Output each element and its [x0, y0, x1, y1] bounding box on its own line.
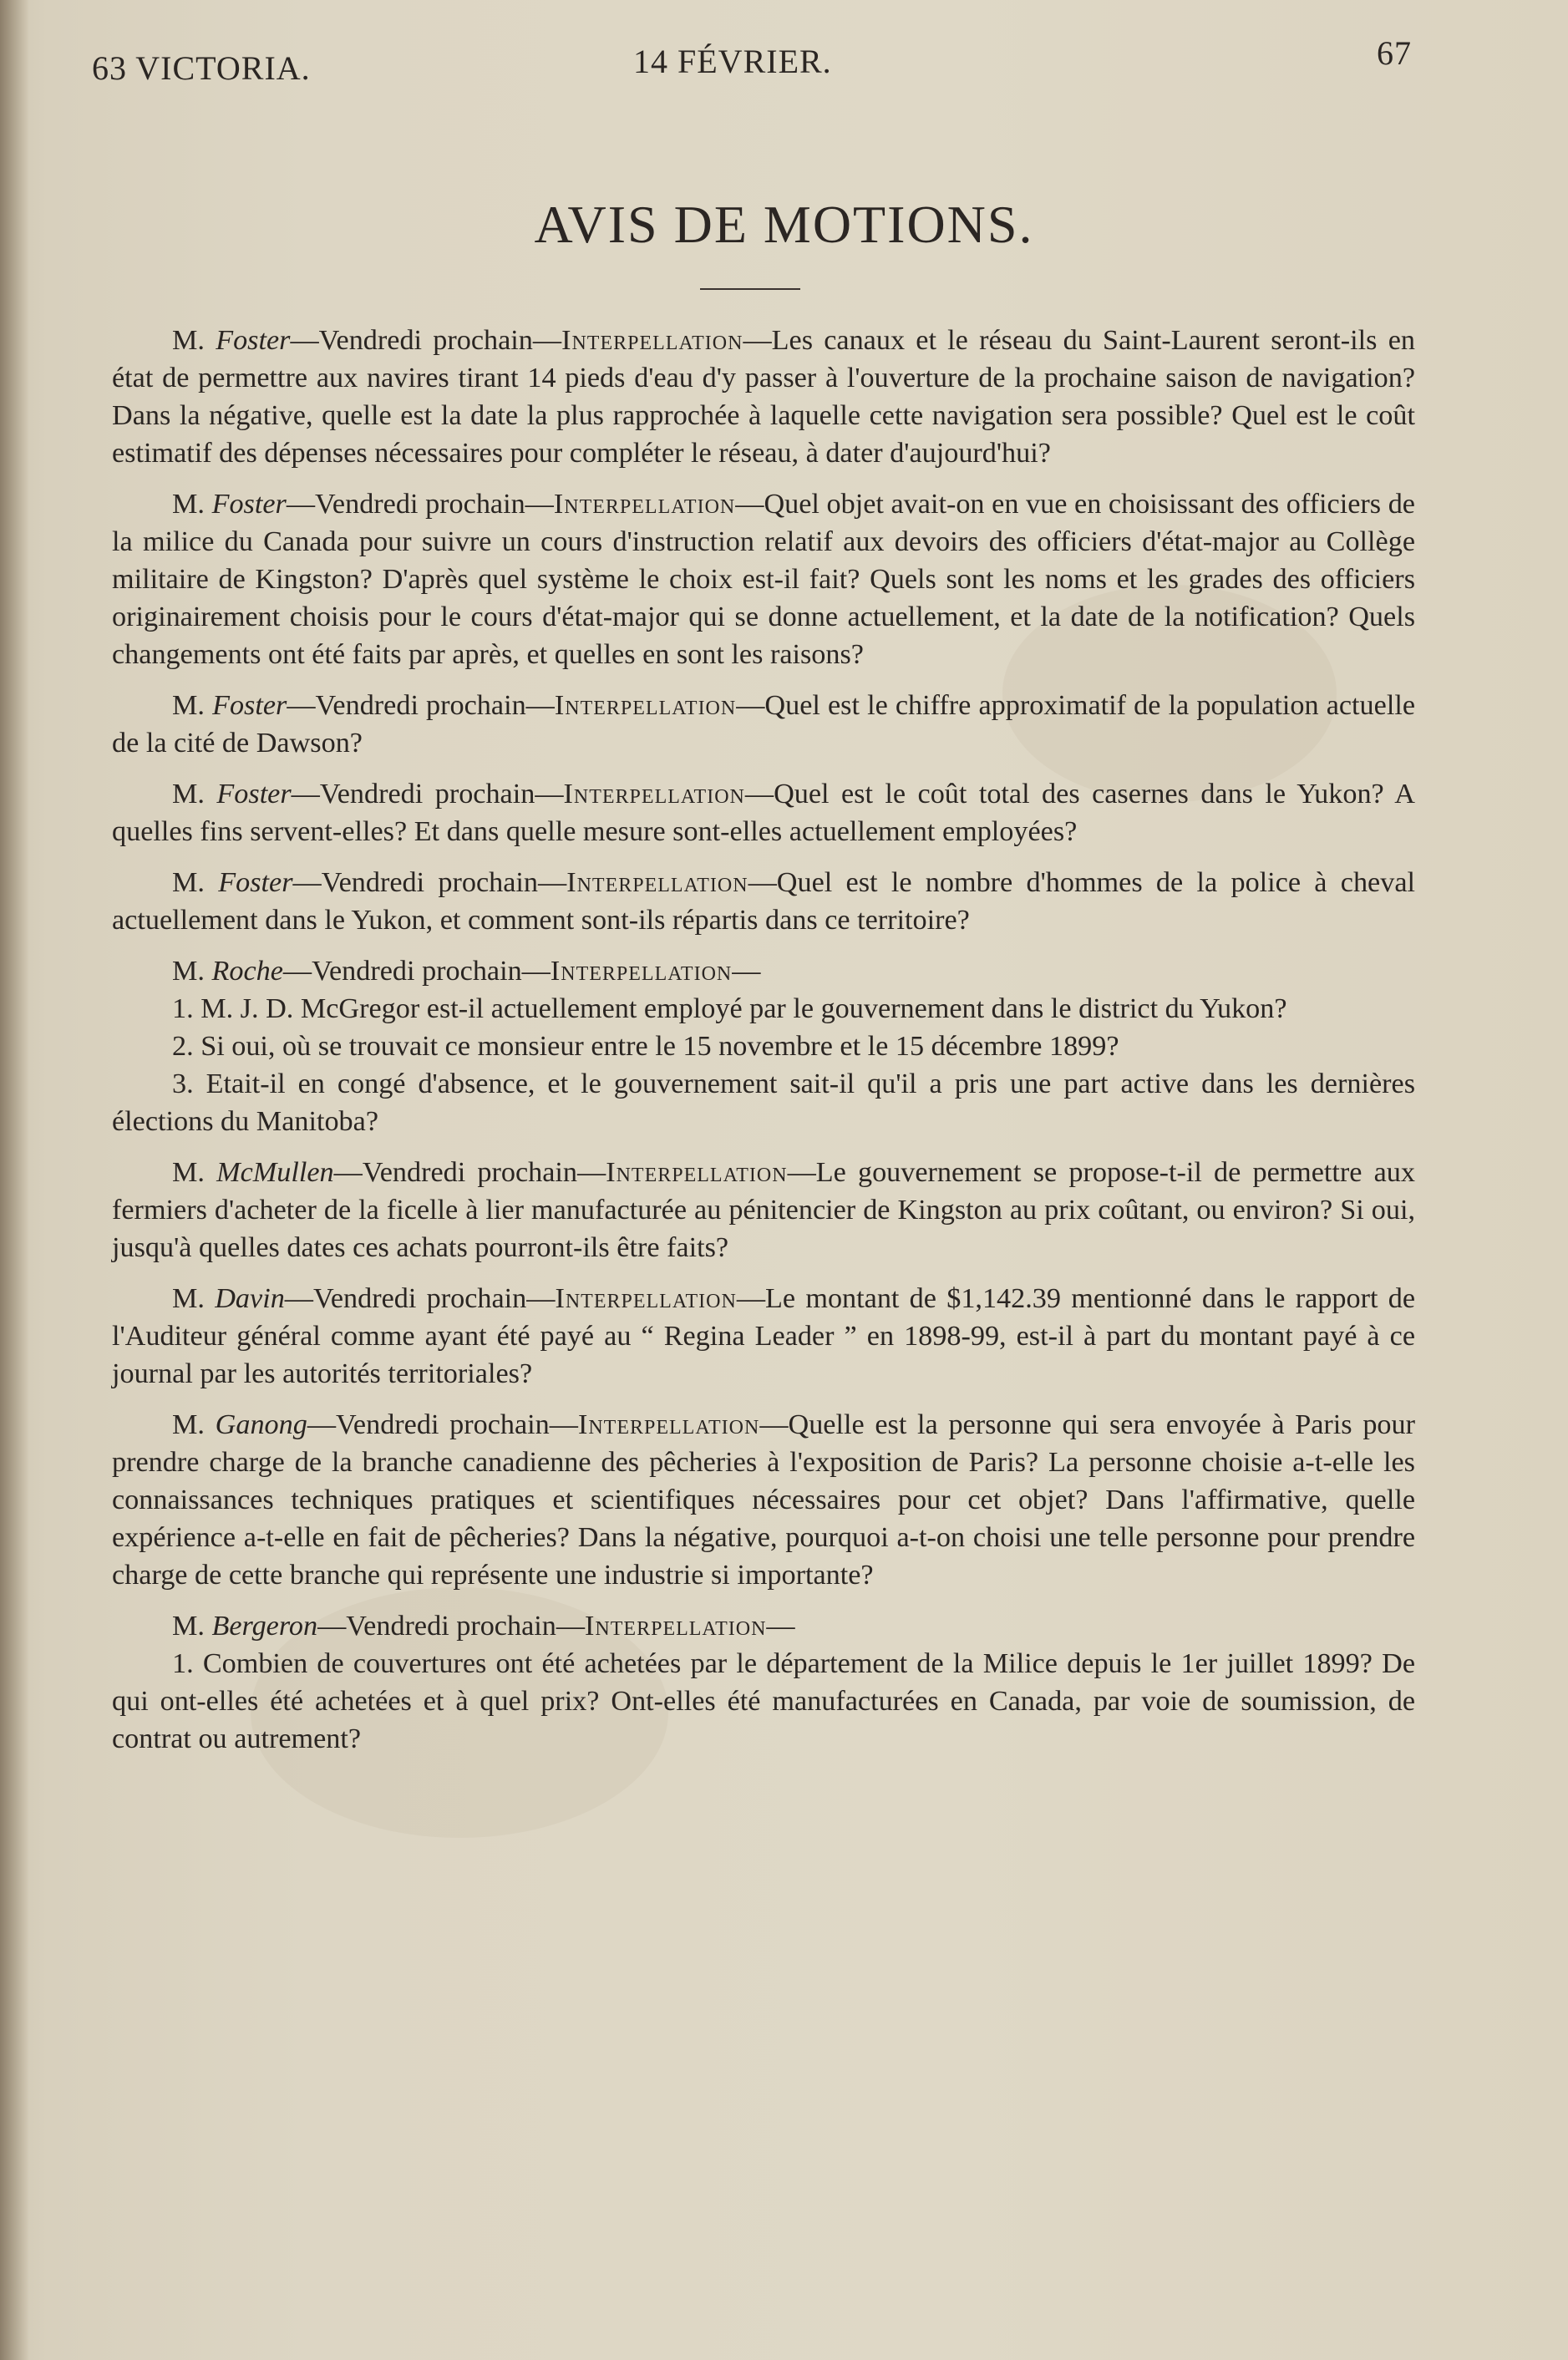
member-name: Roche: [211, 956, 283, 987]
member-name: Foster: [218, 867, 293, 898]
member-name: McMullen: [216, 1157, 334, 1188]
motion-paragraph: M. Foster—Vendredi prochain—Interpellation—Quel objet avait-on en vue en choisissant des officiers de la milice du Canada pour suivre un cours d'instruction relatif aux devoirs des officiers d'état-major au Collège militaire de Kingston? D'après quel système le choix est-il fait? Quels sont les noms et les grades des officiers originairement choisis pour le cours d'état-major qui se donne actuellement, et la date de la notification? Quels changements ont été faits par après, et quelles en sont les raisons?: [112, 489, 1415, 670]
motion-paragraph: M. Foster—Vendredi prochain—Interpellation—Quel est le chiffre approximatif de la population actuelle de la cité de Dawson?: [112, 690, 1415, 759]
page-binding-edge: [0, 0, 28, 2360]
member-name: Davin: [215, 1283, 285, 1314]
header-date: 14 FÉVRIER.: [633, 43, 832, 80]
motion-paragraph: M. Roche—Vendredi prochain—Interpellation—: [172, 956, 761, 987]
motion-paragraph: M. Foster—Vendredi prochain—Interpellation—Les canaux et le réseau du Saint-Laurent seront-ils en état de permettre aux navires tirant 14 pieds d'eau d'y passer à l'ouverture de la prochaine saison de navigation? Dans la négative, quelle est la date la plus rapprochée à laquelle cette navigation sera possible? Quel est le coût estimatif des dépenses nécessaires pour compléter le réseau, à dater d'aujourd'hui?: [112, 325, 1415, 469]
member-name: Bergeron: [211, 1611, 318, 1642]
motion-kind: Interpellation: [550, 956, 733, 987]
motion-paragraph: M. Foster—Vendredi prochain—Interpellation—Quel est le nombre d'hommes de la police à cheval actuellement dans le Yukon, et comment sont-ils répartis dans ce territoire?: [112, 867, 1415, 936]
motions-body: [112, 322, 1415, 1758]
motion-item: 1. M. J. D. McGregor est-il actuellement employé par le gouvernement dans le district du Yukon?: [172, 993, 1287, 1024]
motion-kind: Interpellation: [553, 489, 736, 520]
motion-kind: Interpellation: [561, 325, 743, 356]
motion-paragraph: M. Ganong—Vendredi prochain—Interpellation—Quelle est la personne qui sera envoyée à Paris pour prendre charge de la branche canadienne des pêcheries à l'exposition de Paris? La personne choisie a-t-elle les connaissances techniques pratiques et scientifiques nécessaires pour cet objet? Dans l'affirmative, quelle expérience a-t-elle en fait de pêcheries? Dans la négative, pourquoi a-t-on choisi une telle personne pour prendre charge de cette branche qui représente une industrie si importante?: [112, 1409, 1415, 1591]
motion-kind: Interpellation: [554, 690, 737, 721]
motion-paragraph: M. Bergeron—Vendredi prochain—Interpellation—: [172, 1611, 795, 1642]
title-divider: [700, 288, 800, 290]
motion-item: 1. Combien de couvertures ont été achetées par le département de la Milice depuis le 1er juillet 1899? De qui ont-elles été achetées et à quel prix? Ont-elles été manufacturées en Canada, par voie de soumission, de contrat ou autrement?: [112, 1648, 1415, 1754]
motion-kind: Interpellation: [563, 779, 745, 810]
page-title: AVIS DE MOTIONS.: [534, 195, 1034, 254]
motion-kind: Interpellation: [577, 1409, 760, 1440]
motion-kind: Interpellation: [555, 1283, 737, 1314]
member-name: Foster: [216, 779, 292, 810]
motion-paragraph: M. McMullen—Vendredi prochain—Interpellation—Le gouvernement se propose-t-il de permettre aux fermiers d'acheter de la ficelle à lier manufacturée au pénitencier de Kingston au prix coûtant, ou environ? Si oui, jusqu'à quelles dates ces achats pourront-ils être faits?: [112, 1157, 1415, 1263]
motion-item: 2. Si oui, où se trouvait ce monsieur entre le 15 novembre et le 15 décembre 1899?: [172, 1031, 1119, 1062]
motion-item: 3. Etait-il en congé d'absence, et le gouvernement sait-il qu'il a pris une part active dans les dernières élections du Manitoba?: [112, 1068, 1415, 1137]
member-name: Foster: [211, 489, 287, 520]
motion-kind: Interpellation: [606, 1157, 788, 1188]
member-name: Ganong: [215, 1409, 307, 1440]
member-name: Foster: [212, 690, 287, 721]
motion-kind: Interpellation: [585, 1611, 767, 1642]
motion-kind: Interpellation: [566, 867, 748, 898]
header-page-number: 67: [1377, 34, 1412, 72]
page-header: [92, 33, 1412, 92]
motion-paragraph: M. Foster—Vendredi prochain—Interpellation—Quel est le coût total des casernes dans le Yukon? A quelles fins servent-elles? Et dans quelle mesure sont-elles actuellement employées?: [112, 779, 1415, 847]
member-name: Foster: [216, 325, 291, 356]
motion-paragraph: M. Davin—Vendredi prochain—Interpellation—Le montant de $1,142.39 mentionné dans le rapport de l'Auditeur général comme ayant été payé au “ Regina Leader ” en 1898-99, est-il à part du montant payé à ce journal par les autorités territoriales?: [112, 1283, 1415, 1389]
header-session: 63 VICTORIA.: [92, 49, 311, 87]
